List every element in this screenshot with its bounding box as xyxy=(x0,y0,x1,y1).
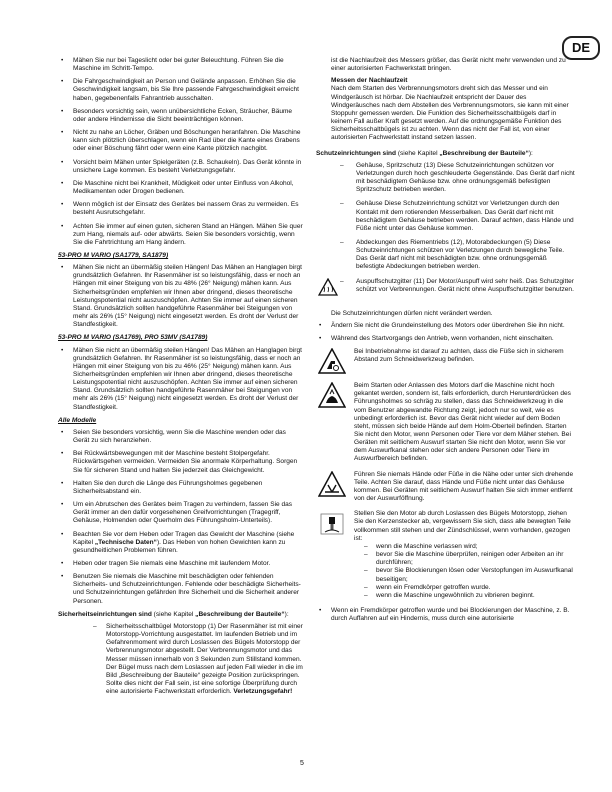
list-item: • Benutzen Sie niemals die Maschine mit beschädigten oder fehlenden Sicherheits- und Schutzeinrichtungen. Fehlende oder beschädigte Sicherheits- und Schutzeinrichtungen gefährden Ihre Sicherheit und die Sicherheit anderer Personen. xyxy=(58,573,303,606)
no-modification-note: Die Schutzeinrichtungen dürfen nicht verändert werden. xyxy=(331,309,493,317)
stop-conditions-list xyxy=(354,543,575,600)
continued-text: ist die Nachlaufzeit des Messers größer, das Gerät nicht mehr verwenden und zu einer autorisierten Fachwerkstatt bringen. xyxy=(331,57,566,73)
text: Bei Inbetriebnahme ist darauf zu achten, dass die Füße sich in sicherem Abstand zum Schneidwerkzeug befinden. xyxy=(354,348,564,364)
list-item: • Achten Sie immer auf einen guten, sicheren Stand an Hängen. Mähen Sie quer zum Hang, niemals auf- oder abwärts. Seien Sie besonders vorsichtig, wenn Sie die Fahrtrichtung am Hang ändern. xyxy=(58,223,303,247)
stopping-time-text: Nach dem Starten des Verbrennungsmotors dreht sich das Messer und ein Windgeräusch ist hörbar. Die Nachlaufzeit entspricht der Dauer des Windgeräusches nach dem Abstellen des Verbrennungsmotors, sie kann mit einer Stoppuhr gemessen werden. Die Funktion des Sicherheitsschaltbügels darf in keinem Fall außer Kraft gesetzt werden. Auf die ordnungsgemäße Funktion des Sicherheitsschaltbügels ist zu achten. Wenn das nicht der Fall ist, von einer autorisierten Fachwerkstatt instand setzen lassen. xyxy=(331,85,569,142)
list-item: – wenn die Maschine verlassen wird; xyxy=(364,543,575,551)
model-heading-1: 53-PRO M VARIO (SA1779, SA1879) xyxy=(58,251,169,259)
list-item: – bevor Sie die Maschine überprüfen, reinigen oder Arbeiten an ihr durchführen; xyxy=(364,551,575,567)
text: (siehe Kapitel xyxy=(151,610,196,618)
list-item: • Mähen Sie nicht an übermäßig steilen Hängen! Das Mähen an Hanglagen birgt grundsätzlich Gefahren. Ihr Rasenmäher ist so leistungsfähig, dass er noch an Hängen mit einer Steigung von bis zu 48% (26° Neigung) mähen kann. Aus Sicherheitsgründen empfehlen wir Ihnen aber dringend, dieses theoretische Leistungspotential nicht auszuschöpfen. Achten Sie immer auf einen sicheren Stand. Grundsätzlich sollten handgeführte Rasenmäher bei Steigungen von mehr als 26% (15° Neigung) nicht eingesetzt werden. Es droht der Verlust der Standfestigkeit. xyxy=(58,264,303,329)
text: Führen Sie niemals Hände oder Füße in die Nähe oder unter sich drehende Teile. Achten Sie darauf, dass Hände und Füße nicht unter das Gehäuse kommen. Bei Geräten mit seitlichem Auswurf halten Sie sich immer entfernt von der Auswurföffnung. xyxy=(354,470,574,503)
list-item: • Nicht zu nahe an Löcher, Gräben und Böschungen heranfahren. Die Maschine kann sich plötzlich überschlagen, wenn ein Rad über die Kante eines Grabens oder einer Böschung fährt oder wenn eine Kante plötzlich nachgibt. xyxy=(58,129,303,153)
text: Sicherheitseinrichtungen sind xyxy=(58,610,152,618)
dash-marker: – xyxy=(340,200,344,208)
list-item xyxy=(58,531,303,555)
text: Sicherheitsschaltbügel Motorstopp (1) Der Rasenmäher ist mit einer Motorstopp-Vorrichtung ausgestattet. Im laufenden Betrieb und im Gefahrenmoment wird durch Loslassen des Bügels Motorstopp der Verbrennungsmotor abgestellt. Der Verbrennungsmotor und das Messer müssen innerhalb von 3 Sekunden zum Stillstand kommen. Der Bügel muss nach dem Loslassen auf jeden Fall wieder in die im Bild „Beschreibung der Bauteile“ gezeigte Position zurückspringen. Sollte dies nicht der Fall sein, ist eine sofortige Überprüfung durch eine autorisierte Fachwerkstatt erforderlich. xyxy=(106,622,303,696)
dash-item xyxy=(316,162,575,195)
page-number: 5 xyxy=(300,760,304,767)
list-item: • Besonders vorsichtig sein, wenn unübersichtliche Ecken, Sträucher, Bäume oder andere Hindernisse die Sicht beeinträchtigen können. xyxy=(58,108,303,124)
model-heading-2: 53-PRO M VARIO (SA1769), PRO 53MV (SA1789) xyxy=(58,334,208,342)
list-item: – bevor Sie Blockierungen lösen oder Verstopfungen im Auswurfkanal beseitigen; xyxy=(364,567,575,583)
text: Schutzeinrichtungen sind xyxy=(316,149,397,157)
chapter-ref: „Beschreibung der Bauteile“ xyxy=(439,149,529,157)
foot-warning-icon xyxy=(318,348,346,375)
list-item: – wenn die Maschine ungewöhnlich zu vibrieren beginnt. xyxy=(364,592,575,600)
safety-devices-heading xyxy=(58,611,303,619)
hot-surface-warning-icon xyxy=(318,278,338,296)
icon-item-rotating-parts xyxy=(316,471,575,504)
text: ). Das Heben von hohen Gewichten kann zu gesundheitlichen Problemen führen. xyxy=(73,538,286,554)
list-item: • Vorsicht beim Mähen unter Spielgeräten (z.B. Schaukeln). Das Gerät könnte in unsichere Lage kommen. Es besteht Verletzungsgefahr. xyxy=(58,159,303,175)
list-item: – wenn ein Fremdkörper getroffen wurde. xyxy=(364,584,575,592)
list-item: • Während des Startvorgangs den Antrieb, wenn vorhanden, nicht einschalten. xyxy=(316,335,575,343)
spark-plug-icon xyxy=(318,510,346,537)
dash-item xyxy=(316,239,575,272)
list-item: • Halten Sie den durch die Länge des Führungsholmes gegebenen Sicherheitsabstand ein. xyxy=(58,480,303,496)
left-column xyxy=(58,57,303,702)
text: (siehe Kapitel xyxy=(396,149,440,157)
list-item: • Ändern Sie nicht die Grundeinstellung des Motors oder überdrehen Sie ihn nicht. xyxy=(316,322,575,330)
hand-foot-warning-icon xyxy=(318,382,346,409)
list-item: • Die Maschine nicht bei Krankheit, Müdigkeit oder unter Einfluss von Alkohol, Medikamenten oder Drogen bedienen. xyxy=(58,180,303,196)
text: Gehäuse Diese Schutzeinrichtung schützt vor Verletzungen durch den Kontakt mit dem rotierenden Messerbalken. Das Gerät darf nicht mit beschädigtem Gehäuse betrieben werden. Darauf achten, dass Hände und Füße nicht unter das Gehäuse kommen. xyxy=(356,200,574,232)
text: Beim Starten oder Anlassen des Motors darf die Maschine nicht hoch gekantet werden, sondern ist, falls erforderlich, durch Herunterdrücken des Führungsholmes so schräg zu stellen, dass das Schneidwerkzeug in die vom Benutzer abgewandte Richtung zeigt, jedoch nur so weit, wie es unbedingt erforderlich ist. Bevor das Gerät nicht wieder auf dem Boden steht, müssen sich beide Hände auf dem Holm-Oberteil befinden. Starten Sie nicht den Motor, wenn Personen oder Tiere vor dem Mäher stehen. Bei Geräten mit seitlichem Auswurf starten Sie nicht den Motor, wenn Sie vor dem Auswurfkanal stehen oder sich andere Personen oder Tiere im Auswurfbereich befinden. xyxy=(354,382,571,463)
dash-marker: – xyxy=(340,161,344,169)
list-item: • Mähen Sie nur bei Tageslicht oder bei guter Beleuchtung. Führen Sie die Maschine im Schritt-Tempo. xyxy=(58,57,303,73)
text: Auspuffschutzgitter (11) Der Motor/Auspuff wird sehr heiß. Das Schutzgitter schützt vor Verbrennungen. Gerät nicht ohne Auspuffschutzgitter benutzen. xyxy=(356,277,574,293)
list-item: • Heben oder tragen Sie niemals eine Maschine mit laufendem Motor. xyxy=(58,560,303,568)
dash-item xyxy=(316,200,575,233)
icon-item-feet-distance xyxy=(316,348,575,375)
list-item: • Bei Rückwärtsbewegungen mit der Maschine besteht Stolpergefahr. Rückwärtsgehen vermeiden. Vermeiden Sie anormale Körperhaltung. Sorgen Sie für sicheren Stand und halten Sie jederzeit das Gleichgewicht. xyxy=(58,450,303,474)
icon-item-starting xyxy=(316,382,575,464)
dash-item-safety-bar xyxy=(58,623,303,696)
warning-text: Verletzungsgefahr! xyxy=(233,688,293,696)
right-column xyxy=(316,57,575,628)
chapter-ref: „Beschreibung der Bauteile“ xyxy=(195,610,285,618)
bullet-list-general xyxy=(58,57,303,247)
list-item: • Mähen Sie nicht an übermäßig steilen Hängen! Das Mähen an Hanglagen birgt grundsätzlich Gefahren. Ihr Rasenmäher ist so leistungsfähig, dass er noch an Hängen mit einer Steigung von bis zu 46% (25° Neigung) mähen kann. Aus Sicherheitsgründen empfehlen wir Ihnen aber dringend, dieses theoretische Leistungspotential nicht auszuschöpfen. Achten Sie immer auf einen sicheren Stand. Grundsätzlich sollten handgeführte Rasenmäher bei Steigungen von mehr als 26% (15° Neigung) nicht eingesetzt werden. Es droht der Verlust der Standfestigkeit. xyxy=(58,347,303,412)
list-item: • Wenn möglich ist der Einsatz des Gerätes bei nassem Gras zu vermeiden. Es besteht Ausrutschgefahr. xyxy=(58,201,303,217)
chapter-ref: „Technische Daten“ xyxy=(94,538,157,546)
text: Beachten Sie vor dem Heben oder Tragen das Gewicht der Maschine (siehe Kapitel xyxy=(73,530,295,546)
all-models-heading: Alle Modelle xyxy=(58,416,97,424)
bullet-list-foreign-object xyxy=(316,607,575,623)
list-item: • Um ein Abrutschen des Gerätes beim Tragen zu verhindern, fassen Sie das Gerät immer an den dafür vorgesehenen Greifvorrichtungen (Tragegriff, Gehäuse, Holmenden oder Querholm des Führungsholm-Unterteils). xyxy=(58,501,303,525)
protective-devices-heading xyxy=(316,150,575,158)
list-item: • Wenn ein Fremdkörper getroffen wurde und bei Blockierungen der Maschine, z. B. durch Auffahren auf ein Hindernis, muss durch eine autorisierte xyxy=(316,607,575,623)
bullet-list-engine xyxy=(316,322,575,343)
text: Abdeckungen des Riementriebs (12), Motorabdeckungen (5) Diese Schutzeinrichtungen schützen vor Verletzungen durch bewegliche Teile. Das Gerät darf nicht mit beschädigten bzw. ohne ordnungsgemäß befestigte Abdeckungen betrieben werden. xyxy=(356,238,565,271)
dash-marker: – xyxy=(340,238,344,246)
bullet-list-all-models xyxy=(58,429,303,606)
bullet-list-model-2 xyxy=(58,347,303,412)
bullet-list-model-1 xyxy=(58,264,303,329)
list-item: • Die Fahrgeschwindigkeit an Person und Gelände anpassen. Erhöhen Sie die Geschwindigkeit langsam, bis Sie Ihre passende Fahrgeschwindigkeit erreicht haben, gegebenenfalls Fahrantrieb ausschalten. xyxy=(58,78,303,102)
icon-item-stop-engine xyxy=(316,510,575,600)
text: ): xyxy=(284,610,289,618)
stopping-time-heading: Messen der Nachlaufzeit xyxy=(331,77,408,85)
text: ): xyxy=(528,149,533,157)
dash-marker: – xyxy=(93,622,97,630)
text: Gehäuse, Spritzschutz (13) Diese Schutzeinrichtungen schützen vor Verletzungen durch hoch geschleuderte Gegenstände. Das Gerät darf nicht mit beschädigtem Gehäuse bzw. ohne ordnungsgemäß befestigten Spritzschutz betrieben werden. xyxy=(356,161,575,194)
dash-marker: – xyxy=(340,277,344,285)
dash-item-exhaust xyxy=(316,278,575,304)
list-item: • Seien Sie besonders vorsichtig, wenn Sie die Maschine wenden oder das Gerät zu sich heranziehen. xyxy=(58,429,303,445)
text: Stellen Sie den Motor ab durch Loslassen des Bügels Motorstopp, ziehen Sie den Kerzenstecker ab, vergewissern Sie sich, dass alle bewegten Teile vollkommen still stehen und der Zündschlüssel, wenn vorhanden, gezogen ist: xyxy=(354,510,571,542)
language-badge: DE xyxy=(562,36,600,60)
rotating-blade-warning-icon xyxy=(318,471,346,498)
